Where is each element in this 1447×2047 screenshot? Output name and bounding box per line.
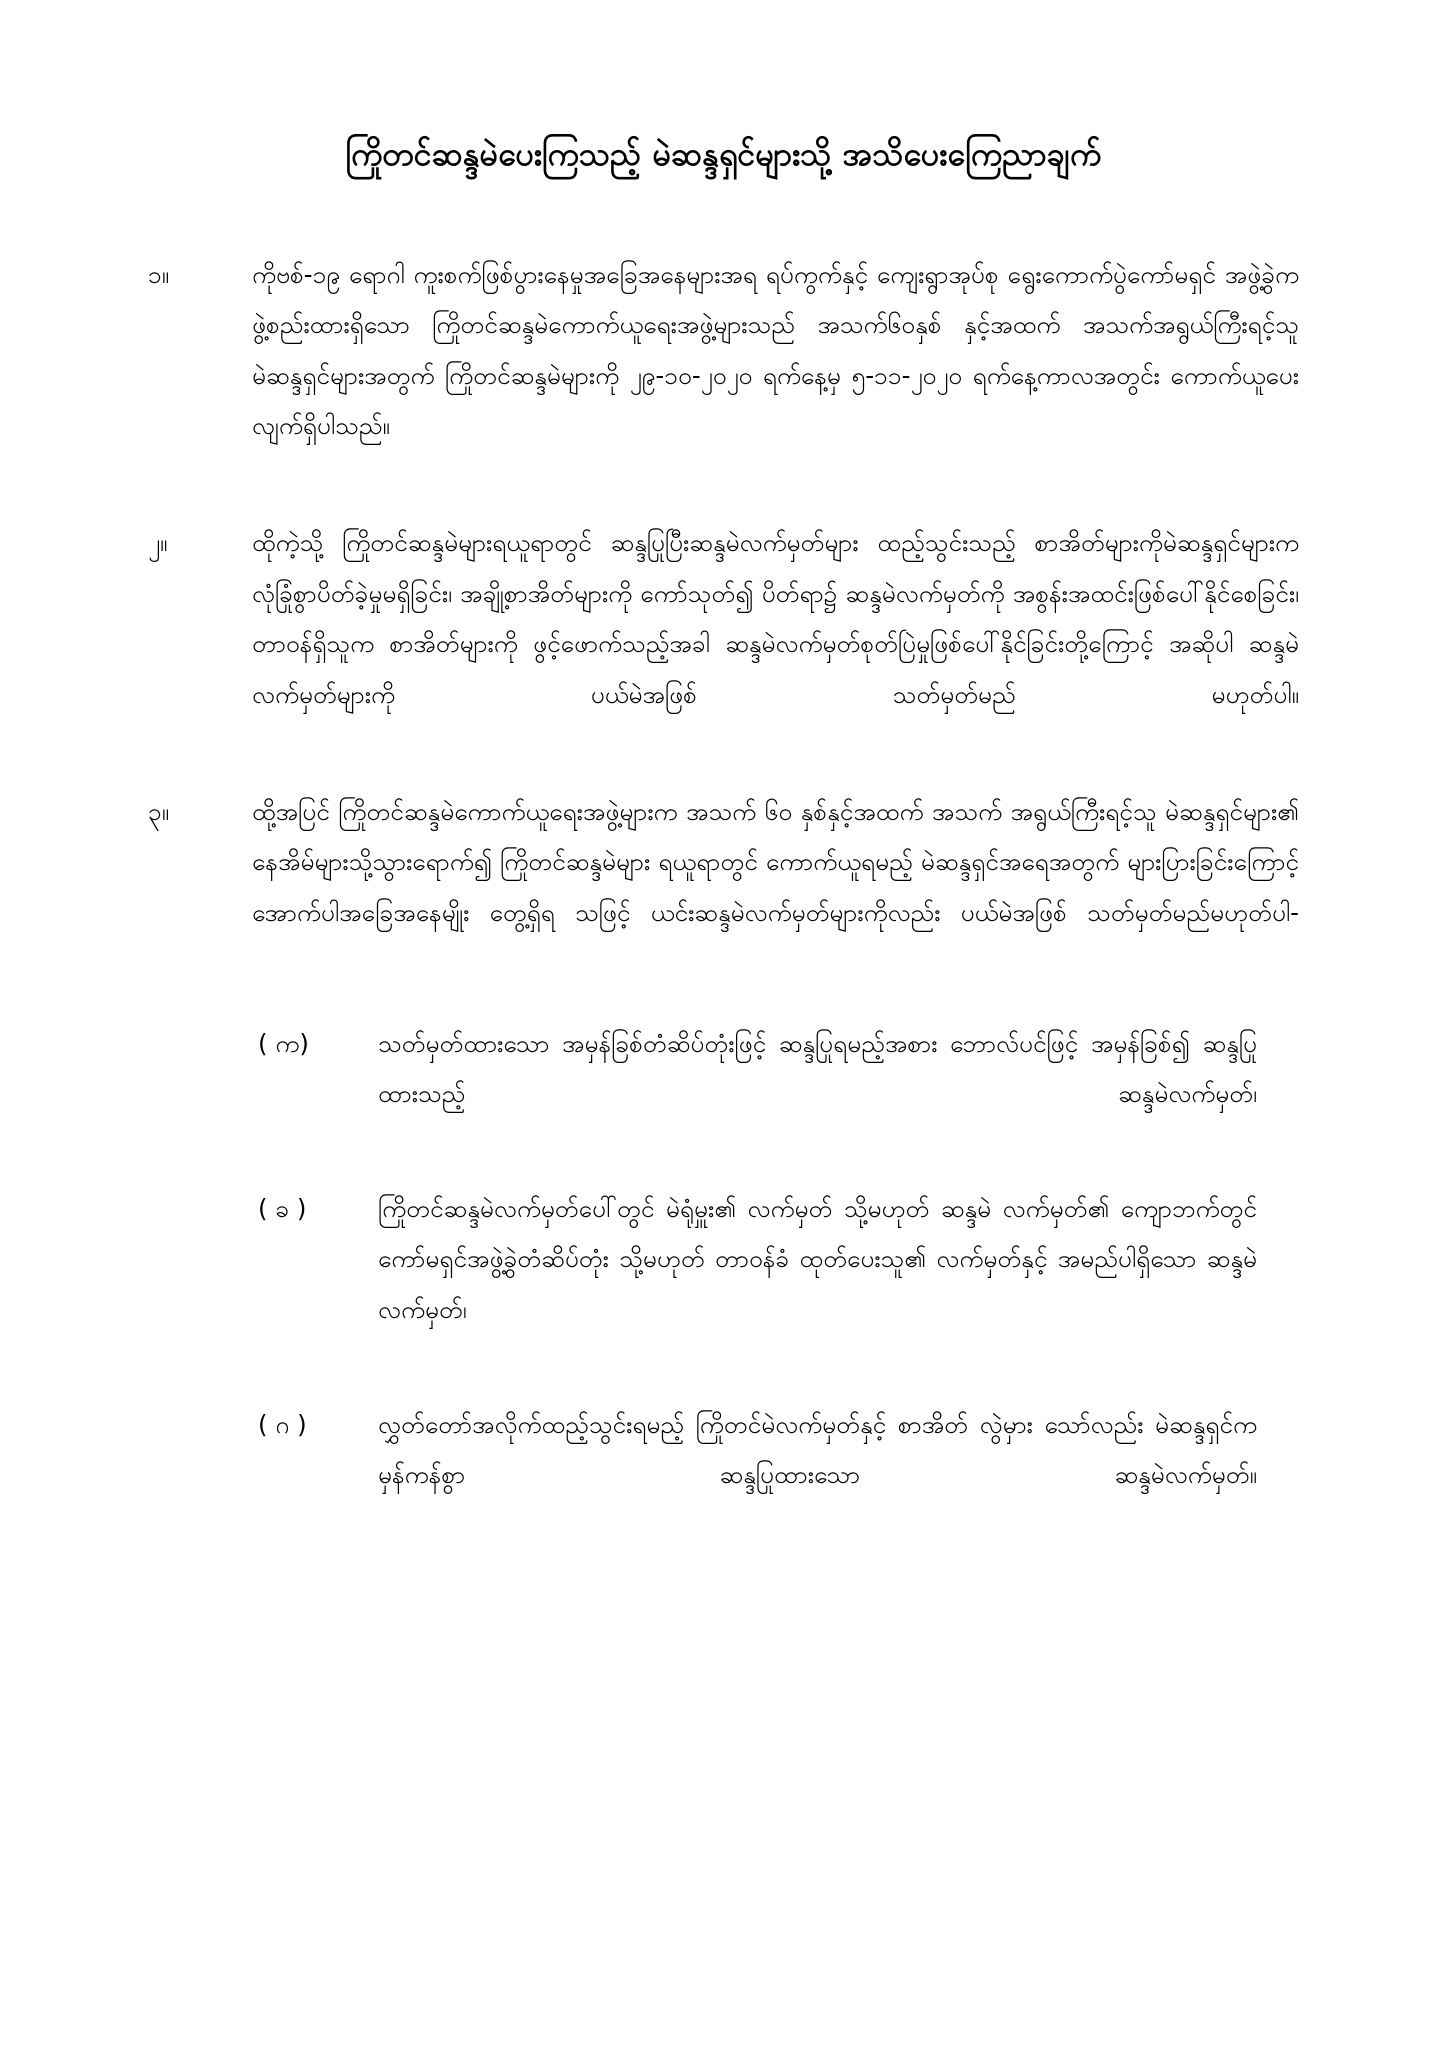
paragraph-3-number: ၃။ xyxy=(148,796,170,826)
sub-item-list xyxy=(148,1019,1299,1552)
paragraph-2 xyxy=(148,518,1299,770)
sub-item-ga-text: လွှတ်တော်အလိုက်ထည့်သွင်းရမည့် ကြိုတင်မဲလက်မှတ်နှင့် စာအိတ် လွဲမှား သော်လည်း မဲဆန္ဒရှင်က မှန်ကန်စွာ ဆန္ဒပြုထားသော ဆန္ဒမဲလက်မှတ်။ xyxy=(378,1409,1257,1490)
paragraph-2-number: ၂။ xyxy=(148,528,168,558)
paragraph-1 xyxy=(148,250,1299,502)
sub-item-ga xyxy=(148,1400,1299,1551)
sub-item-ka xyxy=(148,1019,1299,1170)
paragraph-1-text: ကိုဗစ်-၁၉ ရောဂါ ကူးစက်ဖြစ်ပွားနေမှုအခြေအနေများအရ ရပ်ကွက်နှင့် ကျေးရွာအုပ်စု ရွေးကောက်ပွဲကော်မရှင် အဖွဲ့ခွဲက ဖွဲ့စည်းထားရှိသော ကြိုတင်ဆန္ဒမဲကောက်ယူရေးအဖွဲ့များသည် အသက်၆၀နှစ် နှင့်အထက် အသက်အရွယ်ကြီးရင့်သူ မဲဆန္ဒရှင်များအတွက် ကြိုတင်ဆန္ဒမဲများကို ၂၉-၁၀-၂၀၂၀ ရက်နေ့မှ ၅-၁၁-၂၀၂၀ ရက်နေ့ကာလအတွင်း ကောက်ယူပေးလျက်ရှိပါသည်။ xyxy=(252,260,1299,441)
paragraph-1-number: ၁။ xyxy=(148,260,170,289)
page-title: ကြိုတင်ဆန္ဒမဲပေးကြသည့် မဲဆန္ဒရှင်များသို့ အသိပေးကြေညာချက် xyxy=(345,135,1102,173)
sub-item-kha-label: ( ခ ) xyxy=(258,1193,307,1223)
sub-item-ga-label: ( ဂ ) xyxy=(258,1409,307,1439)
paragraph-3 xyxy=(148,787,1299,989)
sub-item-kha-text: ကြိုတင်ဆန္ဒမဲလက်မှတ်ပေါ်တွင် မဲရုံမှူး၏ လက်မှတ် သို့မဟုတ် ဆန္ဒမဲ လက်မှတ်၏ ကျောဘက်တွင် ကော်မရှင်အဖွဲ့ခွဲတံဆိပ်တုံး သို့မဟုတ် တာဝန်ခံ ထုတ်ပေးသူ၏ လက်မှတ်နှင့် အမည်ပါရှိသော ဆန္ဒမဲလက်မှတ်၊ xyxy=(378,1193,1257,1324)
paragraph-3-text: ထို့အပြင် ကြိုတင်ဆန္ဒမဲကောက်ယူရေးအဖွဲ့များက အသက် ၆၀ နှစ်နှင့်အထက် အသက် အရွယ်ကြီးရင့်သူ မဲဆန္ဒရှင်များ၏ နေအိမ်များသို့သွားရောက်၍ ကြိုတင်ဆန္ဒမဲများ ရယူရာတွင် ကောက်ယူရမည့် မဲဆန္ဒရှင်အရေအတွက် များပြားခြင်းကြောင့် အောက်ပါအခြေအနေမျိုး တွေ့ရှိရ သဖြင့် ယင်းဆန္ဒမဲလက်မှတ်များကိုလည်း ပယ်မဲအဖြစ် သတ်မှတ်မည်မဟုတ်ပါ- xyxy=(252,796,1299,927)
sub-item-ka-text: သတ်မှတ်ထားသော အမှန်ခြစ်တံဆိပ်တုံးဖြင့် ဆန္ဒပြုရမည့်အစား ဘောလ်ပင်ဖြင့် အမှန်ခြစ်၍ ဆန္ဒပြုထားသည့် ဆန္ဒမဲလက်မှတ်၊ xyxy=(378,1028,1257,1109)
paragraph-2-text: ထိုကဲ့သို့ ကြိုတင်ဆန္ဒမဲများရယူရာတွင် ဆန္ဒပြုပြီးဆန္ဒမဲလက်မှတ်များ ထည့်သွင်းသည့် စာအိတ်များကိုမဲဆန္ဒရှင်များက လုံခြုံစွာပိတ်ခဲ့မှုမရှိခြင်း၊ အချို့စာအိတ်များကို ကော်သုတ်၍ ပိတ်ရာ၌ ဆန္ဒမဲလက်မှတ်ကို အစွန်းအထင်းဖြစ်ပေါ်နိုင်စေခြင်း၊ တာဝန်ရှိသူက စာအိတ်များကို ဖွင့်ဖောက်သည့်အခါ ဆန္ဒမဲလက်မှတ်စုတ်ပြဲမှုဖြစ်ပေါ်နိုင်ခြင်းတို့ကြောင့် အဆိုပါ ဆန္ဒမဲလက်မှတ်များကို ပယ်မဲအဖြစ် သတ်မှတ်မည် မဟုတ်ပါ။ xyxy=(252,528,1299,709)
sub-item-kha xyxy=(148,1184,1299,1386)
sub-item-ka-label: ( က) xyxy=(258,1028,309,1058)
